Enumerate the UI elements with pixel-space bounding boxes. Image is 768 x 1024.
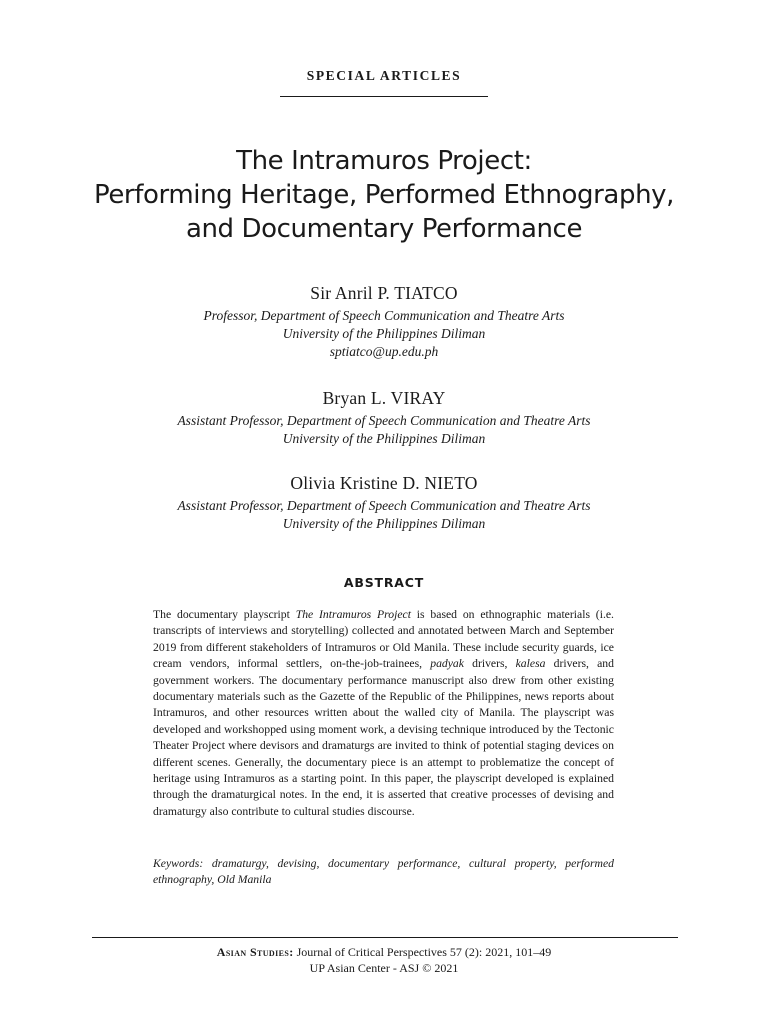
play-title: The Intramuros Project (295, 608, 411, 621)
title-line-2: Performing Heritage, Performed Ethnography, (93, 180, 674, 210)
abstract-part-1: is based on ethnographic materials (i.e. transcripts of interviews and storytelling) collected and annotated between March and September 2019 from different stakeholders of Intramuros or Old Manila. These include security guards, ice cream vendors, informal settlers, on-the-job-trainees, (153, 608, 614, 671)
author-name: Olivia Kristine D. NIETO (290, 473, 478, 493)
author-university: University of the Philippines Diliman (282, 431, 486, 446)
author-email[interactable]: sptiatco@up.edu.ph (329, 344, 439, 359)
title-line-1: The Intramuros Project: (236, 146, 532, 176)
author-block-3 (0, 472, 768, 533)
author-name: Bryan L. VIRAY (322, 388, 446, 408)
footer-copyright: UP Asian Center - ASJ © 2021 (309, 960, 459, 975)
title-line-3: and Documentary Performance (185, 214, 583, 244)
journal-footer (0, 945, 768, 976)
keywords: Keywords: dramaturgy, devising, documentary performance, cultural property, performed ethnography, Old Manila (153, 857, 614, 887)
abstract-intro: The documentary playscript (153, 608, 296, 621)
article-title (0, 144, 768, 246)
abstract-text (153, 607, 614, 820)
author-university: University of the Philippines Diliman (282, 516, 486, 531)
author-block-1 (0, 282, 768, 361)
author-block-2 (0, 387, 768, 448)
author-affiliation: Professor, Department of Speech Communication and Theatre Arts (203, 308, 565, 323)
author-university: University of the Philippines Diliman (282, 326, 486, 341)
abstract-part-2: drivers, (463, 657, 516, 671)
author-affiliation: Assistant Professor, Department of Speech Communication and Theatre Arts (177, 498, 591, 513)
term-kalesa: kalesa (515, 657, 546, 671)
footer-divider (92, 937, 678, 938)
term-padyak: padyak (430, 657, 464, 671)
section-divider (280, 96, 488, 97)
abstract-part-3: drivers, and government workers. The documentary performance manuscript also drew from other existing documentary materials such as the Gazette of the Republic of the Philippines, news reports about Intramuros, and other resources written about the walled city of Manila. The playscript was developed and workshopped using moment work, a devising technique introduced by the Tectonic Theater Project where devisors and dramaturgs are invited to think of potential staging devices on different scenes. Generally, the documentary piece is an attempt to problematize the concept of heritage using Intramuros as a starting point. In this paper, the playscript developed is explained through the dramaturgical notes. In the end, it is asserted that creative processes of devising and dramaturgy also contribute to cultural studies discourse. (153, 657, 614, 818)
footer-citation (0, 945, 768, 961)
abstract-heading: ABSTRACT (343, 575, 425, 590)
section-label: SPECIAL ARTICLES (306, 68, 462, 83)
author-affiliation: Assistant Professor, Department of Speech Communication and Theatre Arts (177, 413, 591, 428)
journal-details: Journal of Critical Perspectives 57 (2): 2021, 101–49 (293, 945, 552, 959)
journal-name: Asian Studies: (216, 945, 294, 959)
author-name: Sir Anril P. TIATCO (310, 283, 458, 303)
